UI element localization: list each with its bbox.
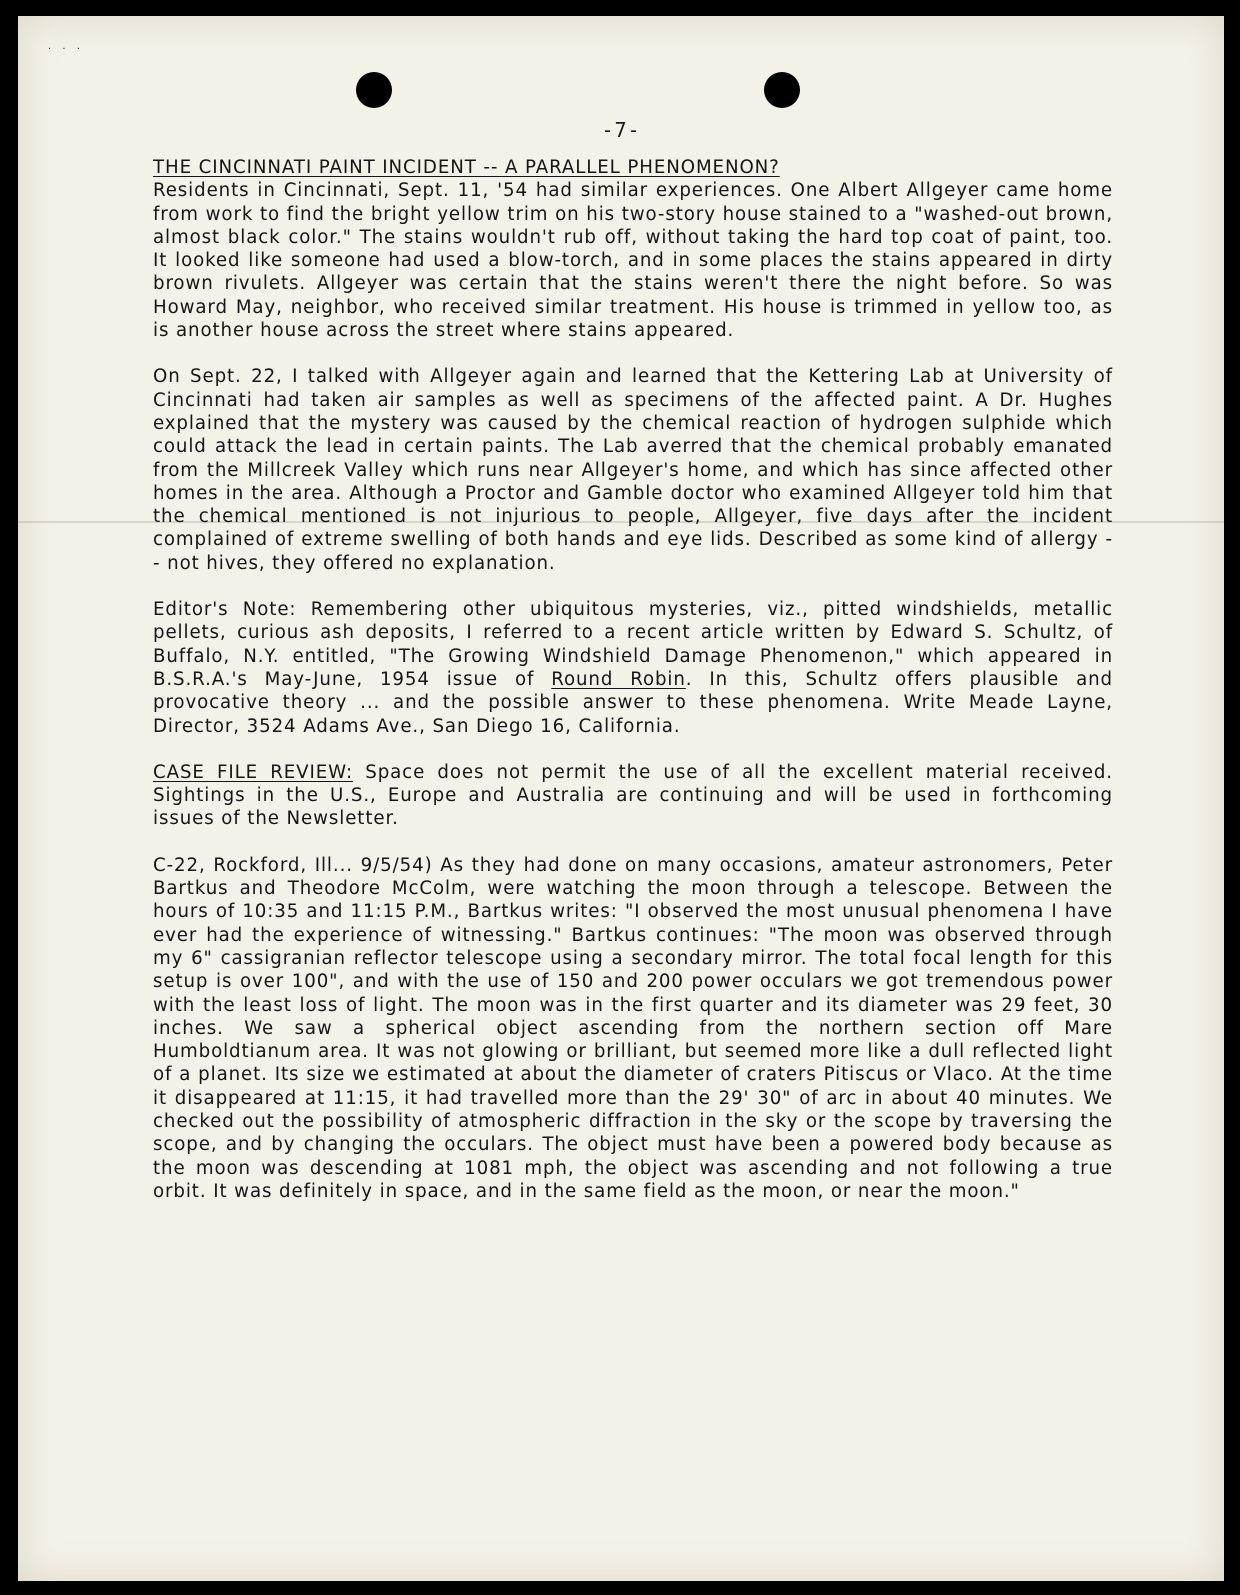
paper-specks: · · · <box>48 44 84 55</box>
editors-note-text-a: Editor's Note: Remembering other ubiquitous mysteries, viz., pitted windshields, metallic pellets, curious ash deposits, I referred to a recent article written by Edward S. Schultz, of Buffalo, N.Y. entitled, "The Growing Windshield Damage Phenomenon," which appeared in B.S.R.A.'s May-June, 1954 issue of <box>153 599 1113 690</box>
section-cincinnati <box>153 156 1113 342</box>
punch-hole-right <box>764 72 800 108</box>
round-robin-title: Round Robin <box>551 668 686 690</box>
paragraph-case-c22: C-22, Rockford, Ill... 9/5/54) As they had done on many occasions, amateur astronomers, Peter Bartkus and Theodore McColm, were watching the moon through a telescope. Between the hours of 10:35 and 11:15 P.M., Bartkus writes: "I observed the most unusual phenomena I have ever had the experience of witnessing." Bartkus continues: "The moon was observed through my 6" cassigranian reflector telescope using a secondary mirror. The total focal length for this setup is over 100", and with the use of 150 and 200 power occulars we got tremendous power with the least loss of light. The moon was in the first quarter and its diameter was 29 feet, 30 inches. We saw a spherical object ascending from the northern section off Mare Humboldtianum area. It was not glowing or brilliant, but seemed more like a dull reflected light of a planet. Its size we estimated at about the diameter of craters Pitiscus or Vlaco. At the time it disappeared at 11:15, it had travelled more than the 29' 30" of arc in about 40 minutes. We checked out the possibility of atmospheric diffraction in the sky or the scope by traversing the scope, and by changing the occulars. The object must have been a powered body because as the moon was descending at 1081 mph, the object was ascending and not following a true orbit. It was definitely in space, and in the same field as the moon, or near the moon." <box>153 854 1113 1202</box>
punch-hole-left <box>356 72 392 108</box>
section-heading-cincinnati: THE CINCINNATI PAINT INCIDENT -- A PARALLEL PHENOMENON? <box>153 157 780 178</box>
case-file-text: Space does not permit the use of all the excellent material received. Sightings in the U.S., Europe and Australia are continuing and will be used in forthcoming issues of the Newsletter. <box>153 761 1113 830</box>
paragraph-case-file-review <box>153 761 1113 831</box>
paragraph-editors-note <box>153 598 1113 738</box>
editors-note-text-b: . In this, Schultz offers plausible and provocative theory ... and the possible answer to these phenomena. Write Meade Layne, Director, 3524 Adams Ave., San Diego 16, California. <box>153 668 1113 737</box>
case-file-heading: CASE FILE REVIEW: <box>153 761 354 783</box>
document-page <box>18 16 1224 1581</box>
document-body <box>153 156 1113 1226</box>
paragraph-cincinnati-1: Residents in Cincinnati, Sept. 11, '54 had similar experiences. One Albert Allgeyer came home from work to find the bright yellow trim on his two-story house stained to a "washed-out brown, almost black color." The stains wouldn't rub off, without taking the hard top coat of paint, too. It looked like someone had used a blow-torch, and in some places the stains appeared in dirty brown rivulets. Allgeyer was certain that the stains weren't there the night before. So was Howard May, neighbor, who received similar treatment. His house is trimmed in yellow too, as is another house across the street where stains appeared. <box>153 180 1113 342</box>
page-number: -7- <box>601 118 641 142</box>
paragraph-cincinnati-2: On Sept. 22, I talked with Allgeyer again and learned that the Kettering Lab at University of Cincinnati had taken air samples as well as specimens of the affected paint. A Dr. Hughes explained that the mystery was caused by the chemical reaction of hydrogen sulphide which could attack the lead in certain paints. The Lab averred that the chemical probably emanated from the Millcreek Valley which runs near Allgeyer's home, and which has since affected other homes in the area. Although a Proctor and Gamble doctor who examined Allgeyer told him that the chemical mentioned is not injurious to people, Allgeyer, five days after the incident complained of extreme swelling of both hands and eye lids. Described as some kind of allergy -- not hives, they offered no explanation. <box>153 366 1113 574</box>
